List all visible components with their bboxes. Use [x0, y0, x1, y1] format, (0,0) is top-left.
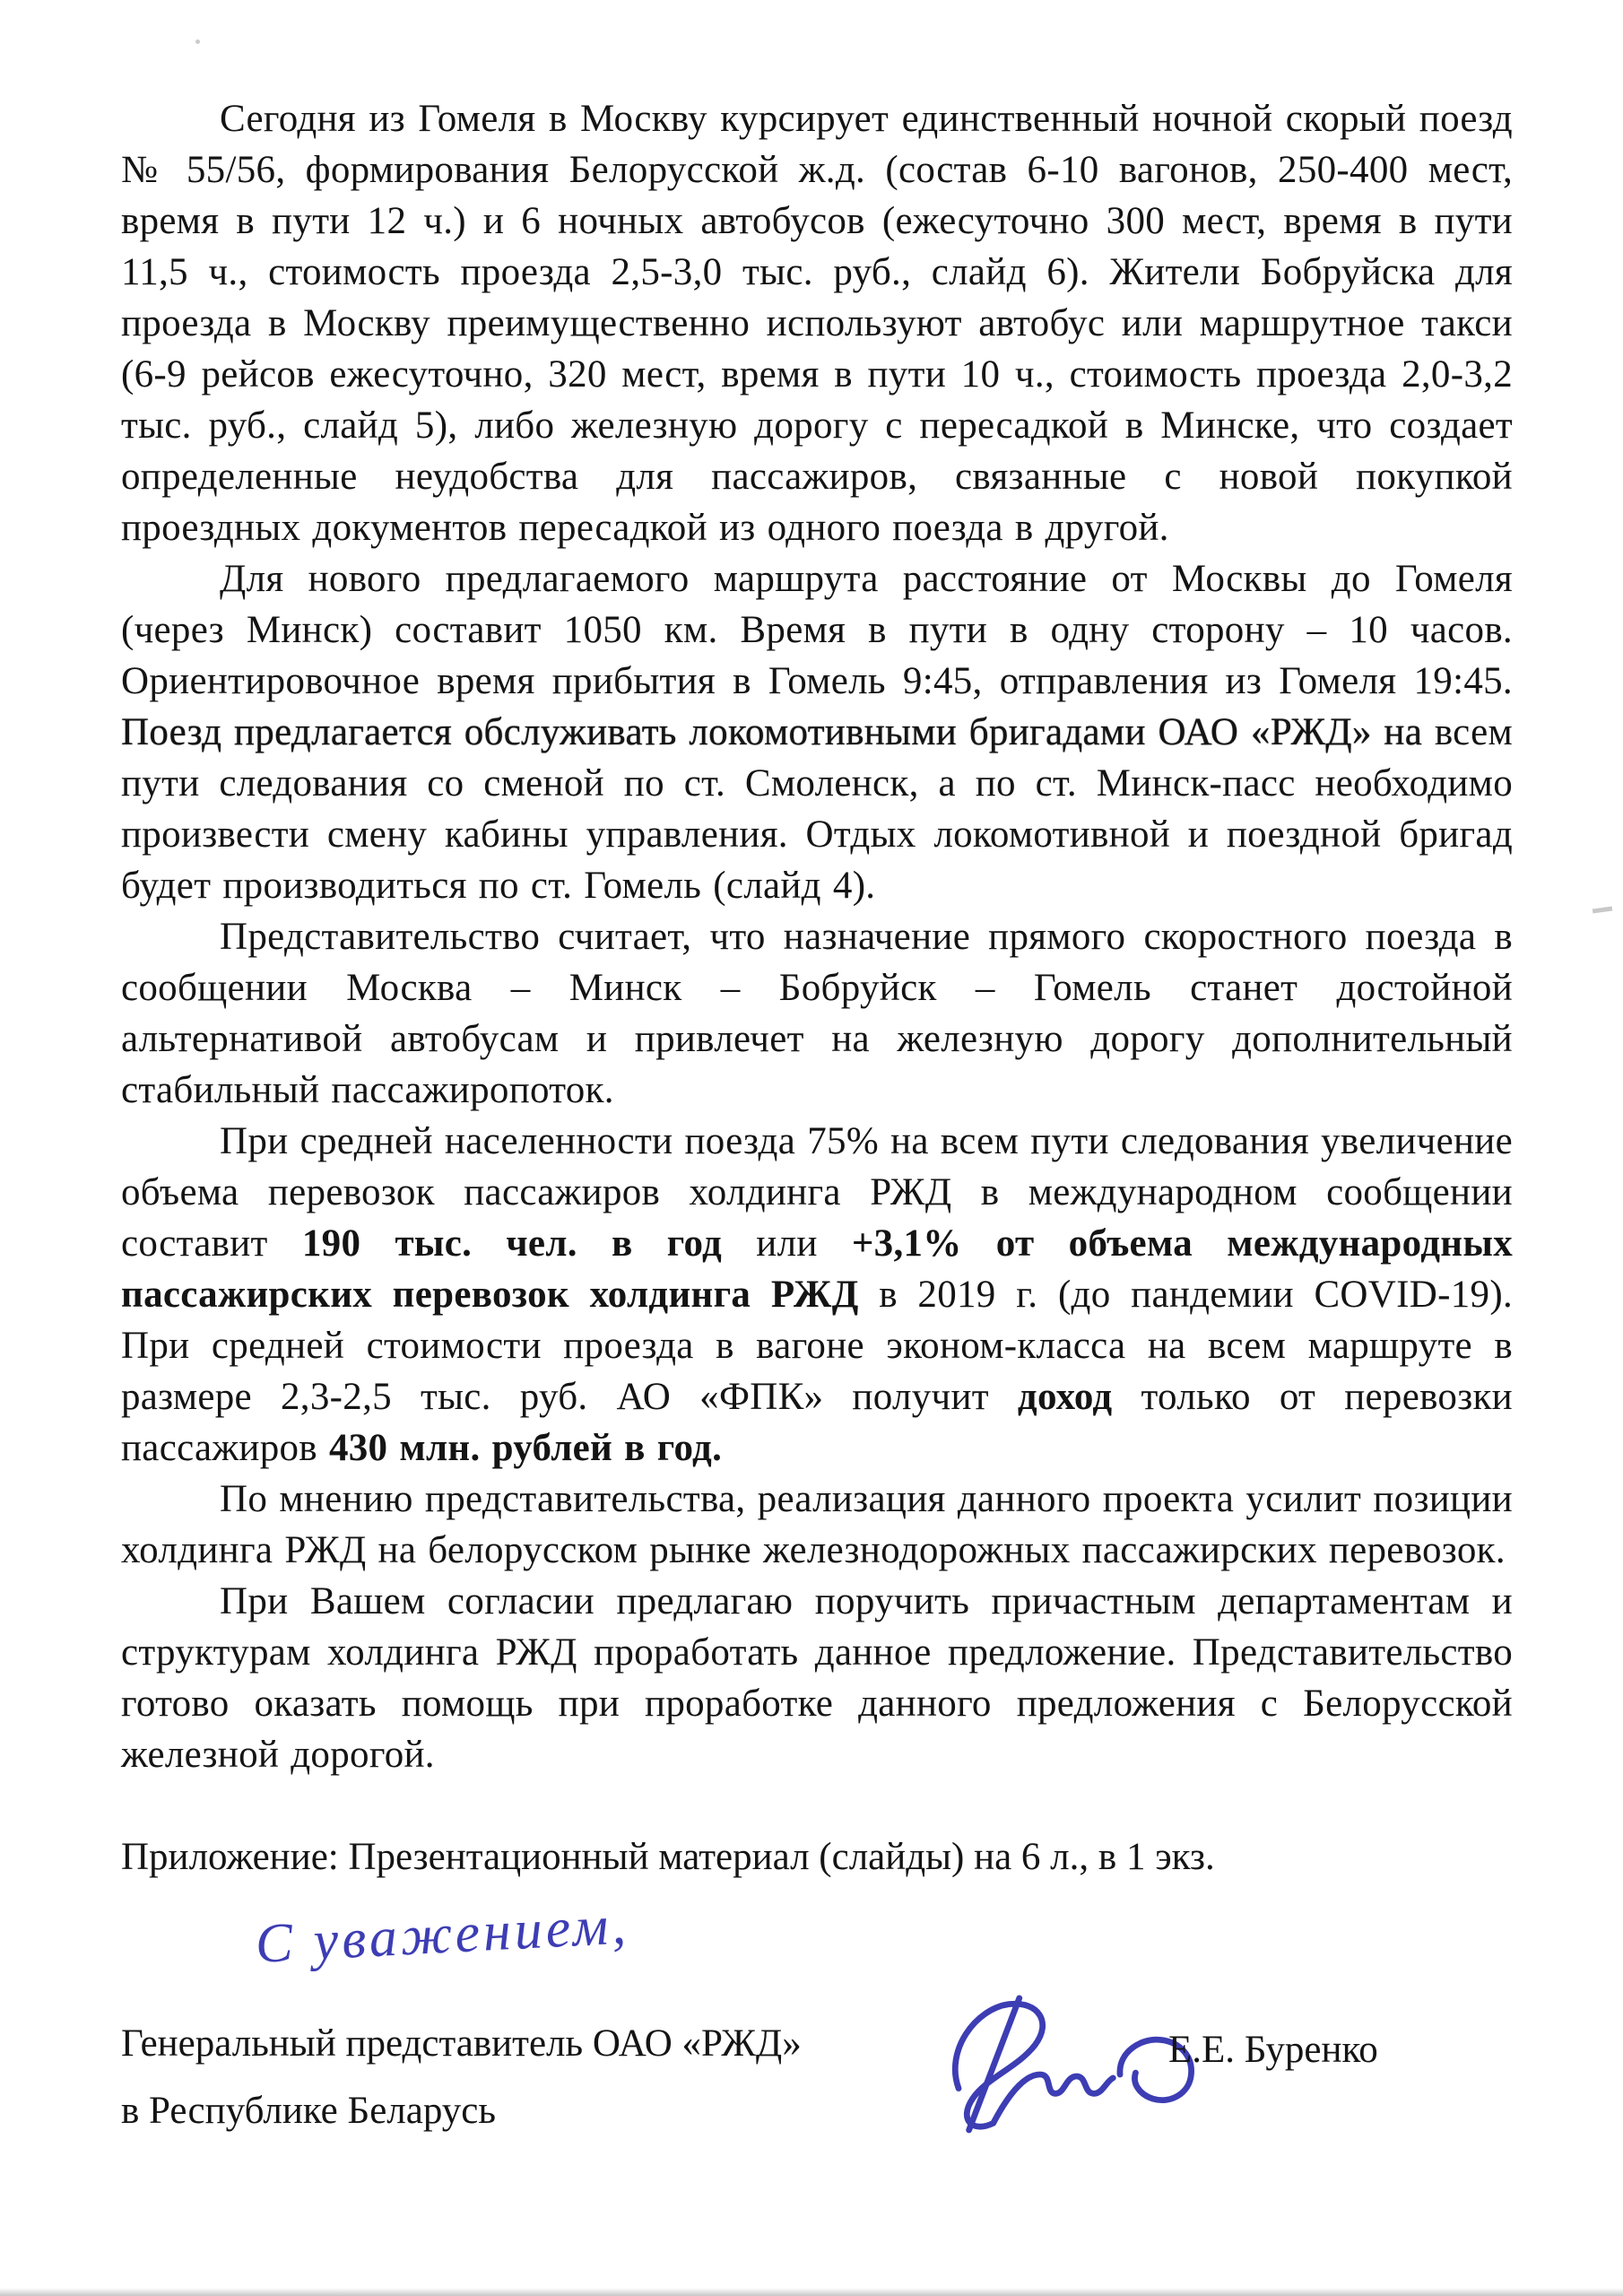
paragraph: При Вашем согласии предлагаю поручить причастным департаментам и структурам холдинга РЖД проработать данное предложение. Представительство готово оказать помощь при проработке данного предложения с Белорусской железной дорогой.: [121, 1580, 1525, 1776]
scanner-bottom-edge: [0, 2288, 1623, 2296]
paragraph: По мнению представительства, реализация данного проекта усилит позиции холдинга РЖД на белорусском рынке железнодорожных пассажирских перевозок.: [121, 1478, 1525, 1571]
signature-block: [121, 1999, 1513, 2205]
paragraph: Представительство считает, что назначение прямого скоростного поезда в сообщении Москва – Минск – Бобруйск – Гомель станет достойной альтернативой автобусам и привлечет на железную дорогу дополнительный стабильный пассажиропоток.: [121, 916, 1525, 1111]
letter-text-block: [121, 93, 1525, 2205]
letter-body: [121, 93, 1525, 1780]
closing-handwritten: С уважением,: [254, 1894, 631, 1975]
signer-title: [121, 2010, 802, 2144]
signer-title-line1: Генеральный представитель ОАО «РЖД»: [121, 2022, 802, 2065]
signature-autograph: [933, 1990, 1202, 2161]
paragraph: Для нового предлагаемого маршрута расстояние от Москвы до Гомеля (через Минск) составит 1050 км. Время в пути в одну сторону – 10 часов. Ориентировочное время прибытия в Гомель 9:45, отправления из Гомеля 19:45. Поезд предлагается обслуживать локомотивными бригадами ОАО «РЖД» на всем пути следования со сменой по ст. Смоленск, а по ст. Минск-пасс необходимо произвести смену кабины управления. Отдых локомотивной и поездной бригад будет производиться по ст. Гомель (слайд 4).: [121, 558, 1525, 907]
scan-artifact-edge-mark: [1593, 906, 1612, 913]
signer-name: Е.Е. Буренко: [1168, 2029, 1378, 2071]
scan-artifact-dot: [195, 39, 200, 44]
paragraph: При средней населенности поезда 75% на всем пути следования увеличение объема перевозок пассажиров холдинга РЖД в международном сообщении составит 190 тыс. чел. в год или +3,1% от объема международных пассажирских перевозок холдинга РЖД в 2019 г. (до пандемии COVID-19). При средней стоимости проезда в вагоне эконом-класса на всем маршруте в размере 2,3-2,5 тыс. руб. АО «ФПК» получит доход только от перевозки пассажиров 430 млн. рублей в год.: [121, 1120, 1525, 1469]
paragraph: Сегодня из Гомеля в Москву курсирует единственный ночной скорый поезд № 55/56, формирования Белорусской ж.д. (состав 6-10 вагонов, 250-400 мест, время в пути 12 ч.) и 6 ночных автобусов (ежесуточно 300 мест, время в пути 11,5 ч., стоимость проезда 2,5-3,0 тыс. руб., слайд 6). Жители Бобруйска для проезда в Москву преимущественно используют автобус или маршрутное такси (6-9 рейсов ежесуточно, 320 мест, время в пути 10 ч., стоимость проезда 2,0-3,2 тыс. руб., слайд 5), либо железную дорогу с пересадкой в Минске, что создает определенные неудобства для пассажиров, связанные с новой покупкой проездных документов пересадкой из одного поезда в другой.: [121, 98, 1525, 549]
signer-title-line2: в Республике Беларусь: [121, 2090, 496, 2132]
attachment-line: Приложение: Презентационный материал (слайды) на 6 л., в 1 экз.: [121, 1836, 1215, 1878]
